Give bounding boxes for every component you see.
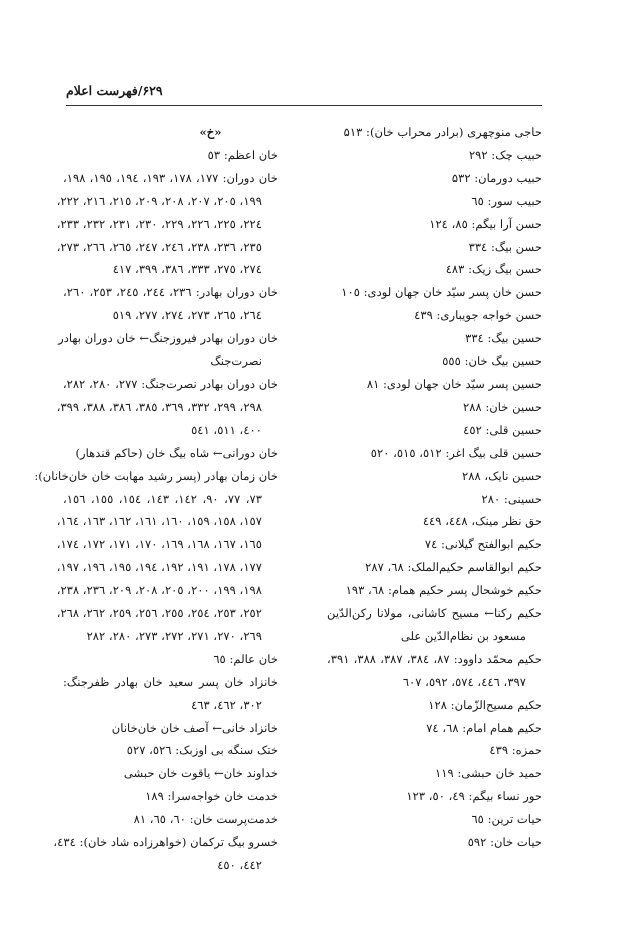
index-entry-line: خداوند خان← یاقوت خان حبشی [123, 766, 278, 781]
index-entry-continuation: ۲٥۲، ۲٥۳، ۲٥٤، ۲٥٥، ۲٥٦، ۲٥۹، ۲٦۲، ۲٦۸، [56, 606, 262, 621]
index-entry [56, 373, 278, 442]
index-entry-line: حق نظر مینک، ٤٤٨، ٤٤٩ [422, 514, 542, 529]
index-entry [327, 785, 542, 808]
index-entry-line: حسن خواجه جویباری: ٤٣٩ [414, 308, 542, 323]
index-entry [327, 236, 542, 259]
index-entry [63, 808, 278, 831]
index-entry-continuation: ٤۰۰، ٥۱۱، ٥٤۱ [191, 422, 262, 437]
index-entry [327, 190, 542, 213]
index-entry [327, 167, 542, 190]
index-entry [327, 533, 542, 556]
index-entry [327, 281, 542, 304]
index-entry [327, 602, 542, 648]
index-entry-continuation: ۲۷٤، ۲۷٥، ۳۳۳، ۳۸٦، ۳۹۹، ٤۱۷ [112, 262, 262, 277]
index-entry-continuation: ۱٥۷، ۱٥۸، ۱٥۹، ۱٦۰، ۱٦۱، ۱٦۲، ۱٦۳، ۱٦٤، [56, 514, 262, 529]
index-entry-continuation: ۲٦۹، ۲۷۰، ۲۷۱، ۲۷۲، ۲۷۳، ۲۸۰، ۲۸۲ [86, 628, 262, 643]
index-entry [327, 510, 542, 533]
index-entry [327, 556, 542, 579]
index-entry-line: حبیب دورمان: ۵۳۲ [451, 170, 542, 185]
index-entry-line: حسین قلی: ٤٥٢ [463, 422, 542, 437]
index-entry [63, 281, 278, 327]
index-entry-continuation: ۱۹۹، ۲۰٥، ۲۰۷، ۲۰۸، ۲۰۹، ۲۱٥، ۲۱٦، ۲۲۲، [56, 193, 262, 208]
index-entry [327, 739, 542, 762]
index-entry-line: حسین پسر سیّد خان جهان لودی: ۸۱ [366, 376, 542, 391]
index-entry [63, 762, 278, 785]
index-entry-line: حسین خان: ۲۸۸ [462, 399, 542, 414]
index-entry [327, 327, 542, 350]
index-entry [63, 442, 278, 465]
index-entry-line: حاجی منوچهری (برادر محراب خان): ۵۱۳ [343, 125, 542, 139]
index-entry [63, 785, 278, 808]
index-entry-line: حسین قلی بیگ اغر: ٥١٢، ٥١٥، ٥٢٠ [370, 445, 542, 460]
index-entry [327, 258, 542, 281]
index-entry-line: حکیم رکنا← مسیح کاشانی، مولانا رکن‌الدّین [327, 606, 542, 621]
index-entry-continuation: ۱۹۸، ۱۹۹، ۲۰۰، ۲۰٥، ۲۰۸، ۲۰۹، ۲۳٦، ۲۳۸، [56, 583, 262, 598]
index-entry-line: حسن بیگ زیک: ٤٨٣ [445, 262, 542, 277]
index-entry-line: خان دورانی← شاه بیگ خان (حاکم قندهار) [75, 445, 278, 460]
index-entry [327, 373, 542, 396]
index-column-right [327, 121, 542, 854]
index-entry [63, 648, 278, 671]
index-entry [327, 442, 542, 465]
index-entry-line: خان دوران بهادر: ۲۳٦، ۲٤٤، ۲٤٥، ۲٥۳، ۲٦۰، [63, 285, 279, 300]
index-entry-line: حسین بیگ: ۳۳٤ [465, 331, 542, 346]
index-entry [63, 717, 278, 740]
index-entry-line: حمید خان حبشی: ۱۱۹ [435, 766, 542, 781]
index-entry-continuation: ۳۰۲، ٤٦۲، ٤٦۳ [191, 697, 262, 712]
index-entry [327, 419, 542, 442]
index-entry [327, 304, 542, 327]
index-entry-line: حیات خان: ٥٩٢ [467, 835, 542, 850]
index-entry-line: خان دوران بهادر نصرت‌جنگ: ۲۷۷، ۲۸۰، ۲۸۲، [62, 376, 278, 391]
index-entry [327, 121, 542, 144]
index-entry [327, 144, 542, 167]
index-entry [327, 831, 542, 854]
index-entry-line: حیات ترین: ٦٥ [471, 812, 542, 827]
index-entry-continuation: ۱٦٥، ۱٦۷، ۱٦۸، ۱٦۹، ۱۷۰، ۱۷۱، ۱۷۲، ۱۷٤، [56, 537, 262, 552]
index-entry [63, 739, 278, 762]
index-entry-line: خان زمان بهادر (پسر رشید مهابت خان خان‌خانان): [34, 468, 278, 483]
index-entry-continuation: ۲۹۸، ۲۹۹، ۳۳۲، ۳٦۹، ۳۸٥، ۳۸٦، ۳۸۸، ۳۹۹، [56, 399, 262, 414]
index-entry-continuation: ۲۲٤، ۲۲٥، ۲۲٦، ۲۲۹، ۲۳۰، ۲۳۱، ۲۳۲، ۲۳۳، [56, 216, 262, 231]
index-entry [63, 671, 278, 717]
index-entry-line: حبیب سور: ٦٥ [471, 193, 542, 208]
index-entry [58, 327, 278, 373]
index-entry-continuation: ۲۳٥، ۲۳٦، ۲۳۸، ۲٤٦، ۲٤۷، ۲٦٥، ۲٦٦، ۲۷۳، [56, 239, 262, 254]
index-entry-line: حکیم همام امام: ٦٨، ٧٤ [426, 720, 542, 735]
index-entry-line: خانزاد خانی← آصف خان خان‌خانان [111, 720, 278, 735]
index-entry-line: حسین بیگ خان: ٥٥٥ [442, 354, 542, 369]
index-entry-line: ختک سنگه بی اوزبک: ٥۲٦، ٥۲۷ [126, 743, 278, 758]
index-entry-line: حسن بیگ: ۳۳٤ [468, 239, 542, 254]
index-entry-line: خسرو بیگ ترکمان (خواهرزاده شاد خان): ٤۳٤، [53, 835, 278, 850]
index-entry [327, 465, 542, 488]
index-entry [327, 350, 542, 373]
index-entry-line: حسن آرا بیگم: ۸٥، ۱۲٤ [429, 216, 542, 231]
index-entry [327, 762, 542, 785]
index-entry [56, 167, 278, 282]
index-entry [327, 694, 542, 717]
index-entry-line: حکیم ابوالقاسم حکیم‌الملک: ٦٨، ۲۸۷ [365, 560, 542, 575]
index-entry [327, 808, 542, 831]
running-header: ۶۲۹/فهرست اعلام [66, 83, 163, 98]
index-column-left [34, 121, 279, 877]
index-entry [327, 488, 542, 511]
header-rule [66, 105, 542, 106]
index-entry-line: خان عالم: ٦٥ [213, 651, 278, 666]
index-entry-line: حکیم ابوالفتح گیلانی: ٧٤ [424, 537, 542, 552]
index-entry-line: خدمت خان خواجه‌سرا: ۱۸۹ [145, 789, 278, 804]
index-entry-line: حسینی: ۲۸۰ [481, 491, 542, 506]
index-entry-line: حکیم خوشحال پسر حکیم همام: ٦٨، ۱۹۳ [345, 583, 542, 598]
index-entry-line: خانزاد خان پسر سعید خان بهادر ظفرجنگ: [63, 674, 278, 689]
index-entry [327, 717, 542, 740]
index-entry-line: حور نساء بیگم: ٤٩، ٥٠، ۱۲۳ [406, 789, 542, 804]
index-entry-line: خان دوران بهادر فیروزجنگ← خان دوران بهادر [58, 331, 278, 346]
index-entry [63, 144, 278, 167]
index-entry-line: خان اعظم: ٥٣ [207, 147, 278, 162]
index-entry-line: حبیب چک: ۲۹۲ [468, 147, 542, 162]
index-entry [327, 648, 542, 694]
section-letter-heading: «خ» [199, 125, 222, 139]
index-entry [53, 831, 278, 877]
index-entry [327, 579, 542, 602]
index-entry-line: حمزه: ٤٣٩ [489, 743, 542, 758]
index-entry-line: حکیم محمّد داوود: ۸٧، ٣٨٤، ٣٨٧، ٣٨٨، ٣٩١، [327, 651, 542, 666]
index-entry-line: حسن خان پسر سیّد خان جهان لودی: ۱۰٥ [341, 285, 542, 300]
index-entry-continuation: ۱۷۷، ۱۷۸، ۱۹۱، ۱۹۲، ۱۹٤، ۱۹٥، ۱۹٦، ۱۹۷، [56, 560, 262, 575]
index-entry-continuation: مسعود بن نظام‌الدّین علی [400, 628, 526, 643]
index-entry-line: حکیم مسیح‌الزّمان: ۱۲۸ [428, 697, 542, 712]
index-entry [327, 213, 542, 236]
index-entry-continuation: ٣٩٧، ٤٤٦، ٥٧٤، ٥٩٢، ٦٠٧ [402, 674, 526, 689]
index-entry-line: خان دوران: ۱۷۷، ۱۷۸، ۱۹۳، ۱۹٤، ۱۹٥، ۱۹۸، [63, 170, 278, 185]
index-entry-line: خدمت‌پرست خان: ٦۰، ٦٥، ۸۱ [133, 812, 278, 827]
index-entry-continuation: نصرت‌جنگ [210, 354, 262, 369]
index-entry [327, 396, 542, 419]
index-entry-continuation: ٤٤۲، ٤٥۰ [217, 858, 262, 872]
index-entry [34, 465, 278, 648]
index-entry-continuation: ۲٦٤، ۲٦٥، ۲۷۳، ۲۷٤، ۲۷۷، ٥۱۹ [112, 308, 262, 323]
index-entry-continuation: ۷۳، ۷۷، ۹۰، ۱٤۲، ۱٤۳، ۱٥٤، ۱٥٥، ۱٥٦، [63, 491, 263, 506]
index-entry-line: حسین نایک، ۲۸۸ [462, 468, 542, 483]
